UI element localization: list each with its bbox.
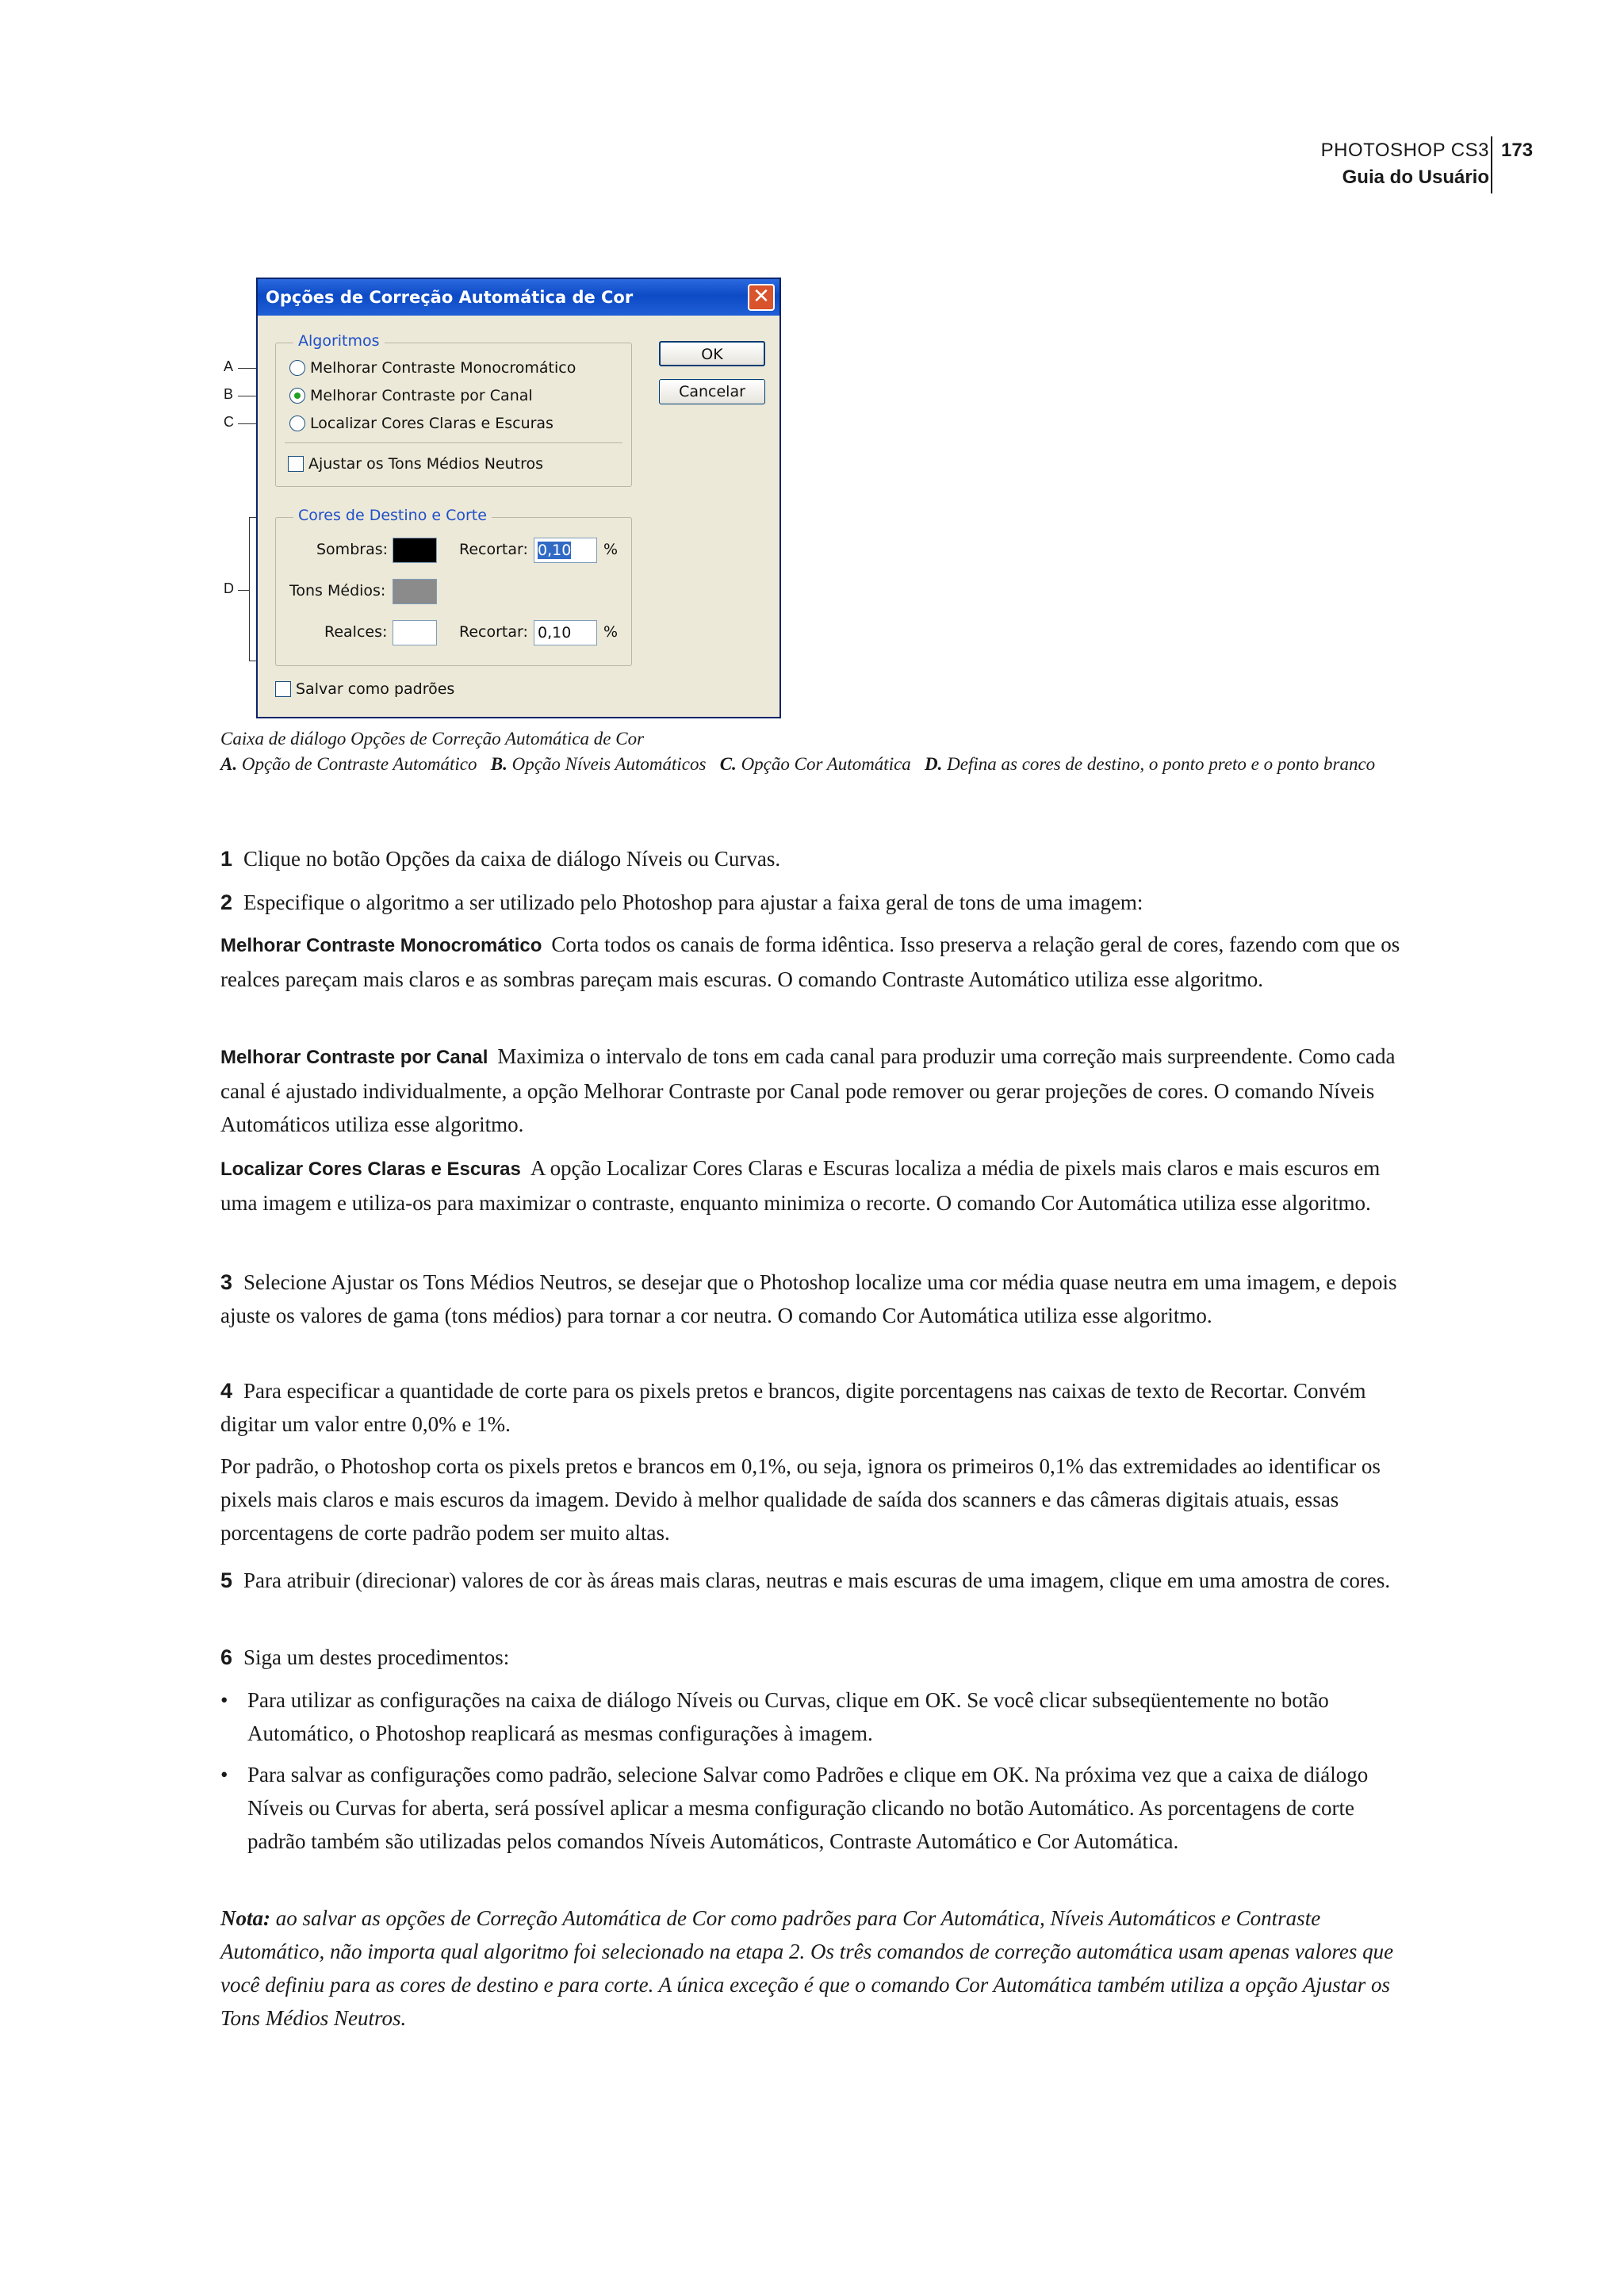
definition-per-channel: Melhorar Contraste por Canal Maximiza o intervalo de tons em cada canal para produzir uma correção mais surpreendente. Como cada canal é ajustado individualmente, a opção Melhorar Contraste por Canal pode remover ou gerar projeções de cores. O comando Níveis Automáticos utiliza esse algoritmo. — [220, 1044, 1396, 1136]
page-number: 173 — [1501, 140, 1534, 161]
radio-enhance-monochromatic[interactable] — [289, 359, 576, 377]
caption-item-b: B. Opção Níveis Automáticos — [490, 754, 707, 774]
midtones-swatch[interactable] — [393, 579, 437, 604]
checkbox-box — [288, 456, 304, 472]
paragraph-default-clipping: Por padrão, o Photoshop corta os pixels pretos e brancos em 0,1%, ou seja, ignora os primeiros 0,1% das extremidades ao identificar os pixels mais claros e mais escuros da imagem. Devido à melhor qualidade de saída dos scanners e das câmeras digitais atuais, essas porcentagens de corte padrão podem ser muito altas. — [220, 1454, 1381, 1545]
target-colors-legend: Cores de Destino e Corte — [293, 507, 492, 524]
caption-item-d: D. Defina as cores de destino, o ponto preto e o ponto branco — [925, 754, 1376, 774]
highlights-clip-label: Recortar: — [459, 623, 528, 641]
caption-item-c: C. Opção Cor Automática — [719, 754, 911, 774]
caption-item-a: A. Opção de Contraste Automático — [220, 754, 477, 774]
bullet-save-defaults: • Para salvar as configurações como padrão, selecione Salvar como Padrões e clique em OK. Na próxima vez que a caixa de diálogo Níveis ou Curvas for aberta, será possível aplicar a mesma configuração clicando no botão Automático. As porcentagens de corte padrão também são utilizadas pelos comandos Níveis Automáticos, Contraste Automático e Cor Automática. — [220, 1763, 1369, 1853]
definition-find-dark-light: Localizar Cores Claras e Escuras A opção Localizar Cores Claras e Escuras localiza a média de pixels mais claros e mais escuros em uma imagem e utiliza-os para maximizar o contraste, enquanto minimiza o recorte. O comando Cor Automática utiliza esse algoritmo. — [220, 1156, 1381, 1215]
checkbox-snap-neutral-midtones[interactable] — [288, 455, 543, 473]
note-paragraph: Nota: ao salvar as opções de Correção Automática de Cor como padrões para Cor Automática, Níveis Automáticos e Contraste Automático, não importa qual algoritmo foi selecionado na etapa 2. Os três comandos de correção automática usam apenas valores que você definiu para as cores de destino e para corte. A única exceção é que o comando Cor Automática também utiliza a opção Ajustar os Tons Médios Neutros. — [220, 1906, 1394, 2030]
step-2: 2 Especifique o algoritmo a ser utilizado pelo Photoshop para ajustar a faixa geral de tons de uma imagem: — [220, 890, 1143, 914]
radio-indicator-selected — [289, 388, 305, 404]
highlights-percent: % — [603, 623, 619, 641]
step-1: 1 Clique no botão Opções da caixa de diálogo Níveis ou Curvas. — [220, 847, 781, 871]
radio-enhance-per-channel[interactable] — [289, 387, 533, 404]
shadows-swatch[interactable] — [393, 538, 437, 563]
midtones-label: Tons Médios: — [289, 582, 386, 599]
dialog-title: Opções de Correção Automática de Cor — [258, 279, 779, 316]
checkbox-box — [275, 681, 291, 697]
radio-label: Melhorar Contraste Monocromático — [310, 359, 576, 377]
shadows-clip-value: 0,10 — [538, 542, 572, 559]
callout-c: C — [224, 414, 234, 430]
shadows-percent: % — [603, 541, 619, 558]
header-guide-title: Guia do Usuário — [1342, 167, 1489, 188]
checkbox-label: Salvar como padrões — [296, 680, 455, 698]
checkbox-save-as-defaults[interactable] — [275, 680, 454, 698]
figure-caption-title: Caixa de diálogo Opções de Correção Automática de Cor — [220, 729, 645, 749]
header-product: PHOTOSHOP CS3 — [1320, 140, 1489, 161]
radio-label: Melhorar Contraste por Canal — [310, 387, 533, 404]
header-divider — [1491, 136, 1492, 193]
radio-label: Localizar Cores Claras e Escuras — [310, 415, 553, 432]
ok-button[interactable]: OK — [659, 341, 765, 366]
step-4: 4 Para especificar a quantidade de corte para os pixels pretos e brancos, digite porcentagens nas caixas de texto de Recortar. Convém digitar um valor entre 0,0% e 1%. — [220, 1379, 1366, 1436]
radio-indicator — [289, 360, 305, 376]
close-icon[interactable]: ✕ — [748, 284, 775, 311]
highlights-swatch[interactable] — [393, 620, 437, 645]
definition-monochromatic: Melhorar Contraste Monocromático Corta todos os canais de forma idêntica. Isso preserva a relação geral de cores, fazendo com que os realces pareçam mais claros e as sombras pareçam mais escuras. O comando Contraste Automático utiliza esse algoritmo. — [220, 933, 1400, 991]
callout-d-line — [238, 590, 249, 591]
step-3: 3 Selecione Ajustar os Tons Médios Neutros, se desejar que o Photoshop localize uma cor média quase neutra em uma imagem, e depois ajuste os valores de gama (tons médios) para tornar a cor neutra. O comando Cor Automática utiliza esse algoritmo. — [220, 1270, 1397, 1327]
callout-b: B — [224, 386, 234, 402]
step-5: 5 Para atribuir (direcionar) valores de cor às áreas mais claras, neutras e mais escuras de uma imagem, clique em uma amostra de cores. — [220, 1568, 1391, 1592]
callout-d: D — [224, 580, 234, 596]
radio-find-dark-light[interactable] — [289, 415, 553, 432]
shadows-clip-label: Recortar: — [459, 541, 528, 558]
cancel-button[interactable]: Cancelar — [659, 379, 765, 404]
shadows-clip-input[interactable] — [534, 538, 597, 563]
auto-color-dialog — [256, 278, 781, 718]
algorithms-legend: Algoritmos — [293, 332, 385, 350]
figure-caption-legend — [220, 752, 1418, 777]
bullet-use-settings: • Para utilizar as configurações na caixa de diálogo Níveis ou Curvas, clique em OK. Se você clicar subseqüentemente no botão Automático, o Photoshop reaplicará as mesmas configurações à imagem. — [220, 1688, 1329, 1745]
shadows-label: Sombras: — [316, 541, 389, 558]
algorithms-separator — [285, 442, 622, 443]
checkbox-label: Ajustar os Tons Médios Neutros — [308, 455, 544, 473]
step-6: 6 Siga um destes procedimentos: — [220, 1645, 510, 1669]
highlights-label: Realces: — [324, 623, 388, 641]
callout-a: A — [224, 358, 234, 374]
highlights-clip-input[interactable]: 0,10 — [534, 620, 597, 645]
radio-indicator — [289, 416, 305, 431]
